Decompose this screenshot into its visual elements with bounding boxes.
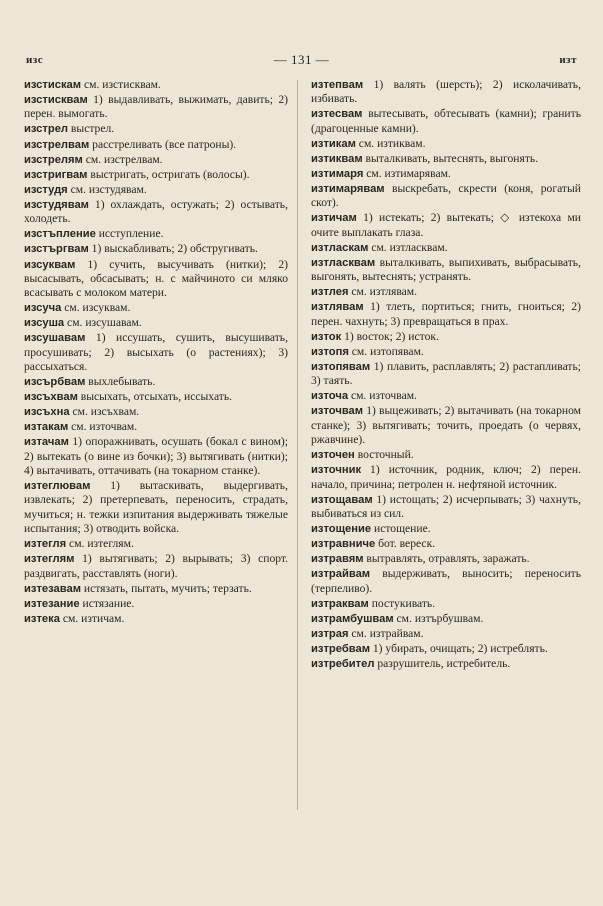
entry-definition: 1) источник, родник, ключ; 2) перен. начало, причина; петролен н. нефтяной источник.	[311, 463, 581, 491]
dictionary-entry	[311, 612, 581, 626]
dictionary-entry	[311, 522, 581, 536]
entry-headword: изтравниче	[311, 538, 376, 551]
entry-definition: см. изтеглям.	[66, 537, 134, 551]
entry-headword: изстудявам	[24, 198, 89, 211]
entry-definition: см. изтласквам.	[368, 240, 448, 254]
dictionary-entry	[311, 211, 581, 240]
entry-definition: 1) истекать; 2) вытекать; ◇ изтекоха ми очите выплакать глаза.	[311, 211, 581, 239]
entry-headword: изстрелвам	[24, 138, 90, 151]
entry-headword: изтека	[24, 612, 60, 625]
entry-definition: см. изстрелвам.	[82, 152, 163, 166]
entry-headword: изсъхна	[24, 406, 70, 419]
entry-definition: выхлебывать.	[85, 375, 156, 389]
dictionary-entry	[24, 390, 288, 404]
entry-definition: вытесывать, обтесывать (камни); гранить (драгоценные камни).	[311, 107, 581, 135]
entry-definition: см. изтиквам.	[355, 136, 426, 150]
entry-headword: изстудя	[24, 183, 68, 196]
dictionary-entry	[311, 256, 581, 285]
entry-definition: расстреливать (все патроны).	[89, 137, 237, 151]
entry-definition: см. изсушавам.	[64, 316, 142, 330]
left-column	[24, 78, 288, 627]
entry-headword: източник	[311, 464, 362, 477]
dictionary-entry	[311, 404, 581, 447]
entry-headword: изтиквам	[311, 152, 363, 165]
entry-definition: см. изстудявам.	[67, 182, 147, 196]
dictionary-entry	[24, 198, 288, 227]
entry-definition: см. изсуквам.	[61, 301, 131, 315]
page-number: — 131 —	[273, 52, 330, 67]
dictionary-entry	[24, 168, 288, 182]
dictionary-entry	[24, 375, 288, 389]
dictionary-entry	[311, 597, 581, 611]
entry-headword: изтопявам	[311, 361, 371, 373]
dictionary-entry	[24, 258, 288, 301]
entry-definition: 1) восток; 2) исток.	[341, 329, 439, 343]
dictionary-entry	[311, 107, 581, 136]
entry-headword: изтребвам	[311, 643, 370, 655]
entry-definition: разрушитель, истребитель.	[374, 657, 511, 671]
entry-headword: изтравям	[311, 553, 364, 566]
dictionary-entry	[24, 479, 288, 536]
dictionary-entry	[24, 78, 288, 92]
entry-headword: изстрелям	[24, 153, 83, 166]
entry-headword: изтрамбушвам	[311, 612, 394, 625]
dictionary-entry	[311, 285, 581, 299]
entry-definition: восточный.	[354, 448, 414, 462]
entry-definition: см. изтърбушвам.	[393, 611, 484, 625]
right-column	[311, 78, 581, 672]
dictionary-entry	[311, 642, 581, 656]
dictionary-entry	[311, 345, 581, 359]
entry-headword: изтощавам	[311, 493, 373, 506]
entry-definition: вытравлять, отравлять, заражать.	[363, 552, 530, 566]
page-header	[26, 54, 577, 72]
entry-headword: изсъхвам	[24, 391, 78, 404]
dictionary-entry	[311, 182, 581, 211]
header-right-guideword: изт	[559, 54, 577, 66]
entry-headword: изтегля	[24, 538, 67, 551]
dictionary-entry	[311, 152, 581, 166]
dictionary-entry	[24, 183, 288, 197]
entry-headword: изстригвам	[24, 168, 88, 181]
entry-definition: 1) плавить, расплавлять; 2) растапливать; 3) таять.	[311, 360, 581, 388]
dictionary-entry	[24, 420, 288, 434]
entry-headword: изтезавам	[24, 582, 82, 595]
entry-headword: изстрел	[24, 123, 69, 136]
dictionary-entry	[311, 78, 581, 107]
dictionary-entry	[24, 405, 288, 419]
dictionary-entry	[311, 137, 581, 151]
entry-definition: истощение.	[371, 522, 431, 536]
dictionary-entry	[311, 567, 581, 596]
entry-headword: изтласквам	[311, 256, 376, 269]
entry-definition: 1) тлеть, портиться; гнить, гноиться; 2) перен. чахнуть; 3) превращаться в прах.	[311, 300, 581, 328]
entry-headword: изсуча	[24, 302, 62, 315]
entry-definition: 1) сучить, высучивать (нитки); 2) высасывать, обсасывать; н. с майчиното си мляко всасывать с молоком матери.	[24, 257, 288, 300]
entry-definition: выскребать, скрести (коня, рогатый скот).	[311, 182, 581, 210]
entry-definition: 1) вытаскивать, выдергивать, извлекать; 2) претерпевать, переносить, страдать, мучиться; н. тежки изпитания выдерживать тяжелые испытания; 3) отводить войска.	[24, 479, 288, 536]
dictionary-entry	[311, 167, 581, 181]
entry-definition: см. изтлявам.	[348, 285, 418, 299]
entry-definition: см. изсъхвам.	[69, 405, 140, 419]
dictionary-entry	[24, 227, 288, 241]
dictionary-entry	[24, 122, 288, 136]
dictionary-entry	[24, 316, 288, 330]
entry-definition: 1) выдавливать, выжимать, давить; 2) перен. вымогать.	[24, 93, 288, 121]
dictionary-entry	[24, 242, 288, 256]
entry-headword: изтлея	[311, 286, 349, 299]
entry-definition: постукивать.	[368, 596, 436, 610]
entry-definition: см. изтопявам.	[348, 344, 424, 358]
entry-headword: изтеглям	[24, 553, 75, 566]
dictionary-entry	[311, 241, 581, 255]
entry-headword: изтакам	[24, 421, 69, 434]
entry-headword: изсуша	[24, 317, 65, 330]
entry-definition: 1) валять (шерсть); 2) исколачивать, избивать.	[311, 78, 581, 106]
entry-headword: изтрайвам	[311, 568, 371, 581]
dictionary-entry	[311, 627, 581, 641]
entry-headword: изтребител	[311, 658, 375, 671]
dictionary-entry	[24, 93, 288, 122]
dictionary-entry	[24, 138, 288, 152]
entry-headword: изтощение	[311, 523, 372, 536]
entry-definition: 1) охлаждать, остужать; 2) остывать, холодеть.	[24, 197, 288, 226]
entry-definition: 1) истощать; 2) исчерпывать; 3) чахнуть, выбиваться из сил.	[311, 492, 581, 520]
entry-headword: изстискам	[24, 79, 82, 91]
entry-headword: изтичам	[311, 212, 357, 225]
dictionary-entry	[311, 493, 581, 522]
dictionary-entry	[311, 330, 581, 344]
entry-definition: см. източвам.	[68, 420, 138, 434]
dictionary-entry	[311, 448, 581, 462]
entry-definition: выталкивать, вытеснять, выгонять.	[362, 151, 539, 165]
entry-headword: изтопя	[311, 345, 349, 358]
entry-definition: выталкивать, выпихивать, выбрасывать, выгонять, вытеснять; устранять.	[311, 255, 581, 284]
dictionary-entry	[311, 463, 581, 492]
entry-definition: см. изстисквам.	[81, 78, 161, 91]
dictionary-entry	[24, 552, 288, 581]
dictionary-entry	[311, 657, 581, 671]
entry-definition: 1) убирать, очищать; 2) истреблять.	[369, 642, 548, 655]
entry-headword: изстъргвам	[24, 243, 89, 256]
entry-definition: выстригать, остригать (волосы).	[87, 167, 250, 181]
entry-definition: см. изтрайвам.	[348, 626, 424, 640]
entry-definition: истязание.	[79, 596, 135, 610]
entry-headword: изсърбвам	[24, 376, 86, 389]
entry-definition: выдерживать, выносить; переносить (терпеливо).	[311, 567, 581, 595]
entry-headword: изсуквам	[24, 258, 76, 271]
entry-definition: см. източвам.	[348, 389, 417, 403]
entry-definition: 1) выцеживать; 2) вытачивать (на токарном станке); 3) вытягивать; точить, проедать (о червях, ржавчине).	[311, 404, 581, 447]
dictionary-entry	[311, 552, 581, 566]
dictionary-entry	[24, 597, 288, 611]
dictionary-entry	[24, 537, 288, 551]
entry-headword: изстисквам	[24, 94, 88, 107]
entry-definition: выстрел.	[68, 122, 115, 136]
entry-headword: изтласкам	[311, 241, 369, 254]
entry-headword: изтесвам	[311, 108, 363, 121]
entry-headword: изтимарявам	[311, 183, 385, 196]
entry-definition: бот. вереск.	[375, 537, 436, 551]
entry-headword: изтраквам	[311, 597, 369, 610]
column-divider	[297, 80, 298, 810]
entry-headword: изток	[311, 330, 342, 343]
dictionary-entry	[24, 612, 288, 626]
entry-definition: истязать, пытать, мучить; терзать.	[81, 581, 252, 595]
dictionary-entry	[311, 537, 581, 551]
header-left-guideword: изс	[26, 54, 44, 66]
entry-definition: 1) выскабливать; 2) обстругивать.	[88, 242, 258, 256]
dictionary-entry	[24, 331, 288, 374]
dictionary-entry	[24, 301, 288, 315]
entry-headword: изстъпление	[24, 228, 96, 241]
entry-headword: източа	[311, 390, 349, 403]
entry-headword: изтезание	[24, 597, 80, 610]
dictionary-entry	[24, 435, 288, 478]
entry-headword: източвам	[311, 405, 364, 418]
entry-headword: изсушавам	[24, 332, 86, 345]
entry-headword: изтепвам	[311, 79, 364, 91]
dictionary-entry	[311, 300, 581, 329]
entry-definition: см. изтимарявам.	[363, 166, 451, 180]
entry-headword: изтикам	[311, 137, 356, 150]
entry-definition: 1) опоражнивать, осушать (бокал с вином); 2) вытекать (о вине из бочки); 3) вытягивать (нитки); 4) вытачивать, оттачивать (на токарном станке).	[24, 435, 288, 478]
entry-definition: см. изтичам.	[59, 611, 125, 625]
dictionary-entry	[24, 153, 288, 167]
dictionary-entry	[311, 389, 581, 403]
entry-headword: изтлявам	[311, 301, 364, 314]
dictionary-entry	[311, 360, 581, 389]
entry-headword: изтачам	[24, 436, 69, 449]
entry-definition: исступление.	[95, 227, 164, 241]
entry-definition: высыхать, отсыхать, иссыхать.	[77, 390, 233, 404]
dictionary-entry	[24, 582, 288, 596]
entry-headword: източен	[311, 449, 355, 462]
entry-headword: изтимаря	[311, 167, 364, 180]
entry-definition: 1) иссушать, сушить, высушивать, просушивать; 2) высыхать (о растениях); 3) рассыхаться.	[24, 331, 288, 373]
entry-headword: изтрая	[311, 627, 349, 640]
entry-headword: изтеглювам	[24, 480, 91, 493]
entry-definition: 1) вытягивать; 2) вырывать; 3) спорт. раздвигать, расставлять (ноги).	[24, 552, 288, 580]
